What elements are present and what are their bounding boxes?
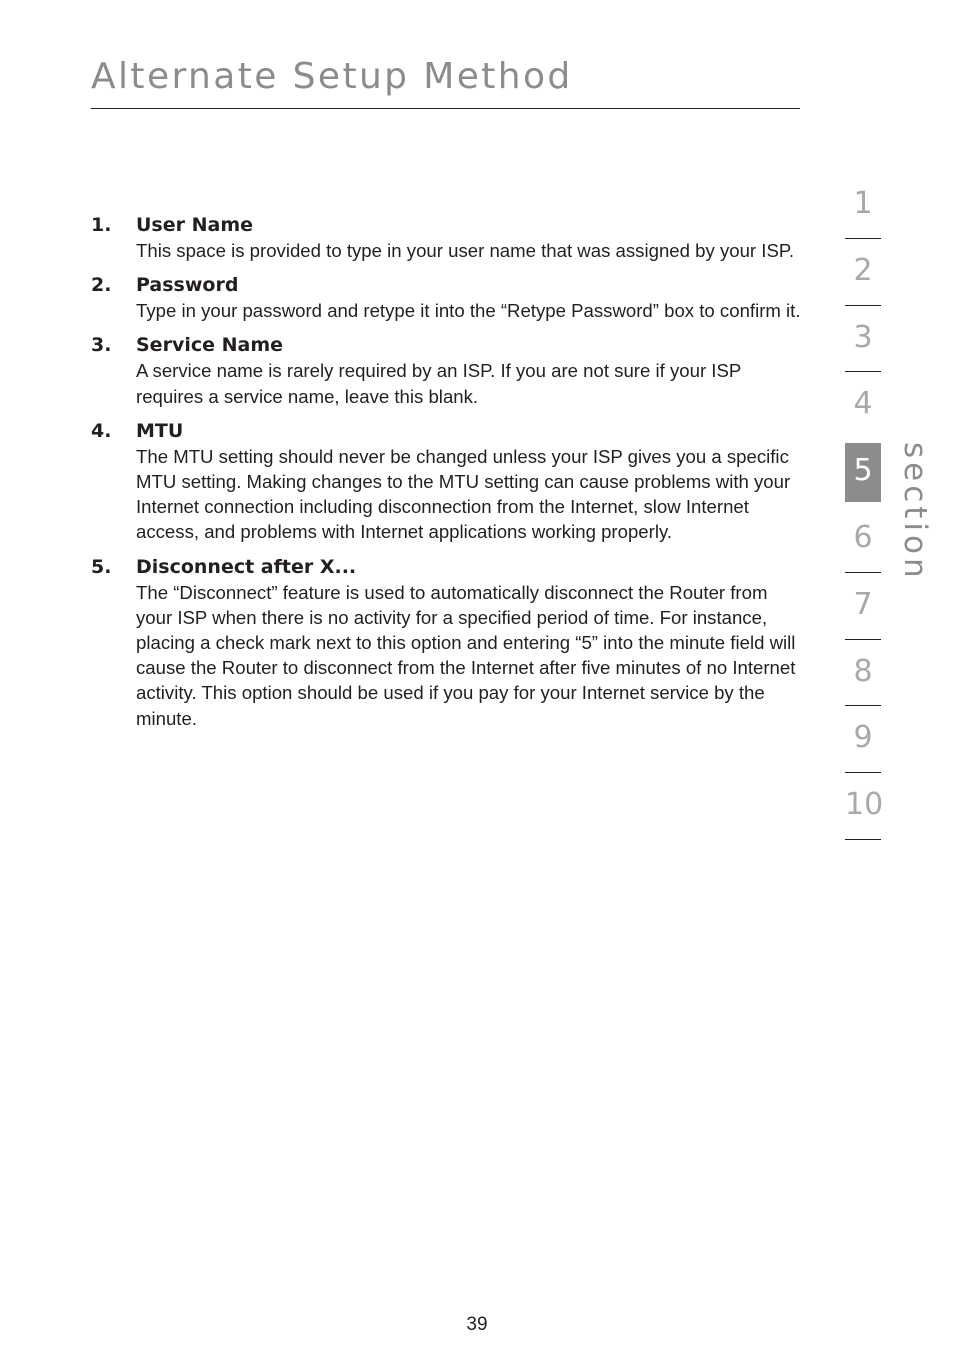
section-number: 10 [845,787,884,823]
item-description: Type in your password and retype it into the “Retype Password” box to confirm it. [136,300,801,322]
list-item-disconnect-after [91,554,803,731]
section-label: section [897,442,933,582]
section-tab-2[interactable] [845,239,881,306]
page-title: Alternate Setup Method [91,56,573,97]
section-number: 1 [853,186,873,221]
item-description: The MTU setting should never be changed unless your ISP gives you a specific MTU setting. Making changes to the MTU setting can cause problems with your Internet connection including disconnection from the Internet, slow Internet access, and problems with Internet applications working properly. [136,445,791,543]
section-tab-6[interactable] [845,506,881,573]
title-divider [91,108,800,109]
section-tab-7[interactable] [845,573,881,640]
section-tab-9[interactable] [845,706,881,773]
section-number: 3 [853,319,873,355]
section-tab-5-active[interactable] [845,439,881,506]
item-description: A service name is rarely required by an ISP. If you are not sure if your ISP requires a service name, leave this blank. [136,360,741,407]
item-number: 4. [91,419,112,442]
section-tab-4[interactable] [845,372,881,439]
item-description: The “Disconnect” feature is used to automatically disconnect the Router from your ISP when there is no activity for a specified period of time. For instance, placing a check mark next to this option and entering “5” into the minute field will cause the Router to disconnect from the Internet after five minutes of no Internet activity. This option should be used if you pay for your Internet service by the minute. [136,581,796,729]
item-heading: User Name [136,214,254,236]
item-heading: Disconnect after X... [136,555,357,578]
item-number: 1. [91,214,112,236]
section-number: 7 [853,586,873,622]
item-heading: MTU [136,419,184,442]
section-number: 5 [853,453,873,489]
page-number: 39 [466,1314,488,1335]
section-tab-10[interactable] [845,773,884,840]
item-number: 3. [91,334,112,357]
list-item-service-name [91,332,803,408]
section-number: 4 [853,386,873,422]
item-number: 5. [91,555,112,578]
item-number: 2. [91,274,112,297]
item-heading: Service Name [136,334,284,357]
list-item-password [91,272,803,323]
section-number: 6 [853,519,873,555]
item-heading: Password [136,274,239,297]
item-description: This space is provided to type in your user name that was assigned by your ISP. [136,240,795,261]
settings-description-list [91,212,803,740]
section-number: 2 [853,252,873,288]
section-number: 8 [853,653,873,689]
section-nav [845,172,884,840]
list-item-user-name [91,212,803,263]
section-tab-3[interactable] [845,306,881,373]
section-divider [845,839,881,840]
section-tab-8[interactable] [845,640,881,707]
section-tab-1[interactable] [845,172,881,239]
section-number: 9 [853,720,873,756]
list-item-mtu [91,418,803,545]
